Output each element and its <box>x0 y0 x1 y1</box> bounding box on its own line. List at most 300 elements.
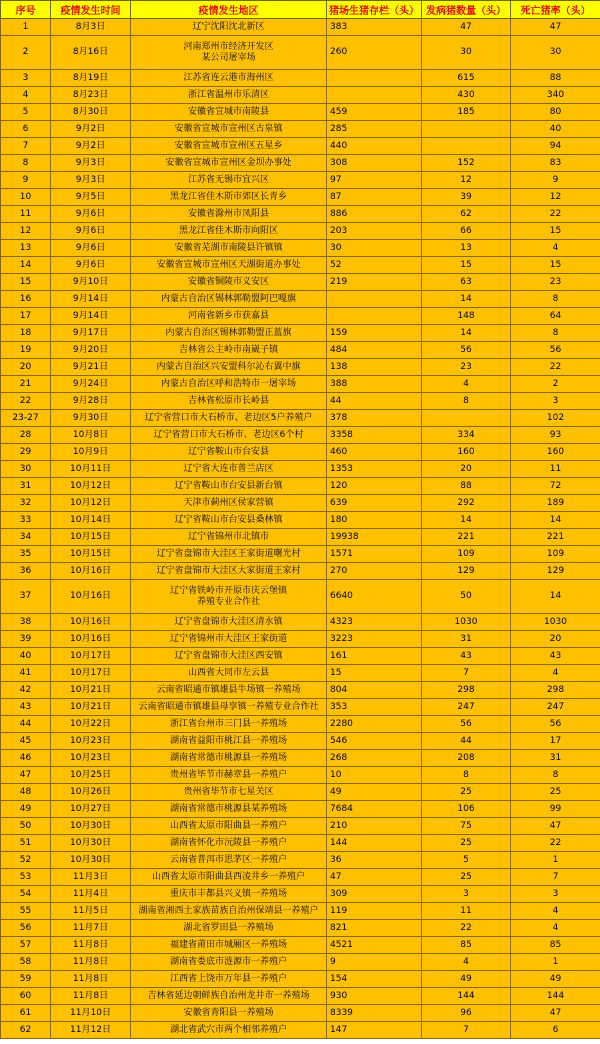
cell-sick: 292 <box>422 495 511 512</box>
table-row <box>1 750 600 767</box>
cell-no: 14 <box>1 257 51 274</box>
cell-no: 61 <box>1 1005 51 1022</box>
cell-area: 山西省太原市阳曲县西凌井乡一养殖户 <box>131 869 327 886</box>
cell-dead: 9 <box>511 172 600 189</box>
cell-stock: 138 <box>327 359 422 376</box>
cell-area: 江西省上饶市万年县一养殖户 <box>131 971 327 988</box>
table-row <box>1 869 600 886</box>
table-row <box>1 801 600 818</box>
header-area: 疫情发生地区 <box>131 1 327 19</box>
cell-sick: 12 <box>422 172 511 189</box>
cell-no: 7 <box>1 138 51 155</box>
header-stock: 猪场生猪存栏（头） <box>327 1 422 19</box>
cell-date: 9月21日 <box>51 359 131 376</box>
table-row <box>1 70 600 87</box>
header-row <box>1 1 600 19</box>
cell-sick: 148 <box>422 308 511 325</box>
cell-sick: 13 <box>422 240 511 257</box>
cell-no: 20 <box>1 359 51 376</box>
cell-sick: 4 <box>422 954 511 971</box>
cell-dead: 14 <box>511 512 600 529</box>
cell-date: 10月30日 <box>51 818 131 835</box>
cell-sick <box>422 138 511 155</box>
cell-date: 8月16日 <box>51 36 131 70</box>
cell-date: 9月14日 <box>51 291 131 308</box>
cell-area: 辽宁省铁岭市开原市庆云堡镇 养殖专业合作社 <box>131 580 327 614</box>
cell-date: 10月16日 <box>51 563 131 580</box>
cell-date: 11月4日 <box>51 886 131 903</box>
cell-stock: 4323 <box>327 614 422 631</box>
cell-stock: 930 <box>327 988 422 1005</box>
cell-date: 10月23日 <box>51 733 131 750</box>
cell-date: 9月6日 <box>51 257 131 274</box>
cell-sick: 66 <box>422 223 511 240</box>
cell-dead: 94 <box>511 138 600 155</box>
header-dead: 死亡猪率（头） <box>511 1 600 19</box>
cell-stock: 285 <box>327 121 422 138</box>
cell-no: 17 <box>1 308 51 325</box>
cell-dead: 47 <box>511 1005 600 1022</box>
cell-stock: 2280 <box>327 716 422 733</box>
cell-sick: 39 <box>422 189 511 206</box>
table-row <box>1 818 600 835</box>
cell-area: 山西省大同市左云县 <box>131 665 327 682</box>
cell-sick: 49 <box>422 971 511 988</box>
table-row <box>1 19 600 36</box>
cell-dead: 15 <box>511 257 600 274</box>
cell-stock: 1571 <box>327 546 422 563</box>
table-row <box>1 325 600 342</box>
table-row <box>1 937 600 954</box>
cell-area: 安徽省宣城市宣州区天湖街道办事处 <box>131 257 327 274</box>
cell-area: 内蒙古自治区锡林郭勒盟正蓝旗 <box>131 325 327 342</box>
cell-dead: 340 <box>511 87 600 104</box>
cell-dead: 1 <box>511 954 600 971</box>
cell-stock: 459 <box>327 104 422 121</box>
cell-dead: 2 <box>511 376 600 393</box>
cell-dead: 47 <box>511 19 600 36</box>
cell-no: 38 <box>1 614 51 631</box>
table-row <box>1 342 600 359</box>
cell-no: 16 <box>1 291 51 308</box>
cell-no: 34 <box>1 529 51 546</box>
table-row <box>1 1005 600 1022</box>
cell-date: 11月7日 <box>51 920 131 937</box>
cell-sick: 615 <box>422 70 511 87</box>
cell-date: 9月20日 <box>51 342 131 359</box>
cell-date: 9月14日 <box>51 308 131 325</box>
table-row <box>1 189 600 206</box>
cell-dead: 8 <box>511 325 600 342</box>
table-row <box>1 614 600 631</box>
cell-sick: 50 <box>422 580 511 614</box>
cell-no: 3 <box>1 70 51 87</box>
cell-stock: 30 <box>327 240 422 257</box>
cell-stock: 49 <box>327 784 422 801</box>
cell-no: 9 <box>1 172 51 189</box>
cell-no: 12 <box>1 223 51 240</box>
table-row <box>1 580 600 614</box>
table-row <box>1 784 600 801</box>
cell-no: 13 <box>1 240 51 257</box>
cell-area: 辽宁省盘锦市大洼区清水镇 <box>131 614 327 631</box>
table-row <box>1 121 600 138</box>
cell-date: 10月26日 <box>51 784 131 801</box>
cell-dead: 4 <box>511 920 600 937</box>
cell-dead: 12 <box>511 189 600 206</box>
cell-dead: 64 <box>511 308 600 325</box>
cell-dead: 15 <box>511 223 600 240</box>
cell-sick: 5 <box>422 852 511 869</box>
cell-area: 天津市蓟州区侯家营镇 <box>131 495 327 512</box>
cell-sick: 23 <box>422 359 511 376</box>
cell-date: 9月10日 <box>51 274 131 291</box>
cell-sick: 88 <box>422 478 511 495</box>
cell-stock: 19938 <box>327 529 422 546</box>
cell-date: 9月3日 <box>51 172 131 189</box>
table-row <box>1 563 600 580</box>
cell-dead: 14 <box>511 580 600 614</box>
cell-date: 11月3日 <box>51 869 131 886</box>
cell-stock: 804 <box>327 682 422 699</box>
cell-sick: 221 <box>422 529 511 546</box>
cell-date: 10月22日 <box>51 716 131 733</box>
cell-stock: 120 <box>327 478 422 495</box>
cell-area: 河南省新乡市获嘉县 <box>131 308 327 325</box>
cell-dead: 56 <box>511 342 600 359</box>
cell-area: 黑龙江省佳木斯市向阳区 <box>131 223 327 240</box>
cell-dead: 47 <box>511 818 600 835</box>
cell-date: 11月8日 <box>51 971 131 988</box>
cell-dead: 1 <box>511 852 600 869</box>
cell-dead: 8 <box>511 767 600 784</box>
cell-no: 49 <box>1 801 51 818</box>
cell-dead: 93 <box>511 427 600 444</box>
cell-dead: 31 <box>511 750 600 767</box>
cell-area: 湖南省常德市桃源县某养殖场 <box>131 801 327 818</box>
cell-sick: 3 <box>422 886 511 903</box>
cell-area: 浙江省温州市乐清区 <box>131 87 327 104</box>
cell-no: 40 <box>1 648 51 665</box>
cell-no: 5 <box>1 104 51 121</box>
cell-stock: 309 <box>327 886 422 903</box>
cell-stock: 180 <box>327 512 422 529</box>
table-row <box>1 835 600 852</box>
cell-date: 9月2日 <box>51 121 131 138</box>
cell-date: 10月17日 <box>51 648 131 665</box>
cell-no: 23-27 <box>1 410 51 427</box>
table-row <box>1 648 600 665</box>
cell-date: 8月19日 <box>51 70 131 87</box>
cell-dead: 129 <box>511 563 600 580</box>
cell-sick: 14 <box>422 291 511 308</box>
cell-sick: 22 <box>422 920 511 937</box>
cell-area: 安徽省宣城市宣州区古泉镇 <box>131 121 327 138</box>
cell-no: 45 <box>1 733 51 750</box>
table-row <box>1 87 600 104</box>
cell-date: 9月24日 <box>51 376 131 393</box>
table-row <box>1 257 600 274</box>
cell-no: 51 <box>1 835 51 852</box>
cell-area: 吉林省延边朝鲜族自治州龙井市一养殖场 <box>131 988 327 1005</box>
cell-dead: 144 <box>511 988 600 1005</box>
cell-stock: 119 <box>327 903 422 920</box>
cell-dead: 25 <box>511 784 600 801</box>
table-row <box>1 410 600 427</box>
table-row <box>1 206 600 223</box>
cell-date: 9月28日 <box>51 393 131 410</box>
cell-area: 辽宁省盘锦市大洼区西安镇 <box>131 648 327 665</box>
cell-area: 云南省昭通市镇雄县牛场镇一养殖场 <box>131 682 327 699</box>
table-row <box>1 291 600 308</box>
cell-area: 湖南省常德市桃源县一养殖场 <box>131 750 327 767</box>
cell-date: 10月9日 <box>51 444 131 461</box>
cell-area: 湖北省罗田县一养殖场 <box>131 920 327 937</box>
cell-no: 10 <box>1 189 51 206</box>
cell-stock: 484 <box>327 342 422 359</box>
cell-no: 48 <box>1 784 51 801</box>
cell-stock <box>327 70 422 87</box>
cell-date: 10月8日 <box>51 427 131 444</box>
cell-sick: 62 <box>422 206 511 223</box>
cell-area: 辽宁沈阳沈北新区 <box>131 19 327 36</box>
cell-area: 湖北省武穴市两个相邻养殖户 <box>131 1022 327 1039</box>
cell-area: 湖南省怀化市沅陵县一养殖户 <box>131 835 327 852</box>
cell-date: 10月15日 <box>51 546 131 563</box>
cell-sick: 430 <box>422 87 511 104</box>
cell-area: 内蒙古自治区锡林郭勒盟阿巴嘎旗 <box>131 291 327 308</box>
cell-no: 31 <box>1 478 51 495</box>
cell-date: 10月30日 <box>51 835 131 852</box>
cell-stock: 47 <box>327 869 422 886</box>
cell-date: 11月8日 <box>51 937 131 954</box>
cell-area: 辽宁省大连市普兰店区 <box>131 461 327 478</box>
cell-sick: 15 <box>422 257 511 274</box>
cell-no: 44 <box>1 716 51 733</box>
table-row <box>1 767 600 784</box>
cell-area: 河南郑州市经济开发区 某公司屠宰场 <box>131 36 327 70</box>
cell-sick: 25 <box>422 869 511 886</box>
cell-date: 10月30日 <box>51 852 131 869</box>
cell-area: 内蒙古自治区呼和浩特市一屠宰场 <box>131 376 327 393</box>
table-row <box>1 444 600 461</box>
table-row <box>1 359 600 376</box>
cell-stock: 383 <box>327 19 422 36</box>
cell-no: 46 <box>1 750 51 767</box>
cell-no: 33 <box>1 512 51 529</box>
cell-no: 19 <box>1 342 51 359</box>
cell-no: 29 <box>1 444 51 461</box>
cell-area: 吉林省松原市长岭县 <box>131 393 327 410</box>
cell-no: 15 <box>1 274 51 291</box>
cell-sick: 31 <box>422 631 511 648</box>
cell-area: 辽宁省盘锦市大洼区王家街道曙光村 <box>131 546 327 563</box>
cell-date: 9月2日 <box>51 138 131 155</box>
cell-sick: 106 <box>422 801 511 818</box>
cell-area: 辽宁省营口市大石桥市、老边区6个村 <box>131 427 327 444</box>
cell-area: 安徽省滁州市凤阳县 <box>131 206 327 223</box>
cell-stock: 52 <box>327 257 422 274</box>
cell-stock: 546 <box>327 733 422 750</box>
cell-sick <box>422 410 511 427</box>
cell-stock: 378 <box>327 410 422 427</box>
cell-stock: 268 <box>327 750 422 767</box>
cell-area: 安徽省青阳县一养殖场 <box>131 1005 327 1022</box>
cell-date: 10月21日 <box>51 699 131 716</box>
cell-dead: 6 <box>511 1022 600 1039</box>
cell-no: 22 <box>1 393 51 410</box>
cell-stock <box>327 291 422 308</box>
cell-sick: 14 <box>422 325 511 342</box>
cell-dead: 56 <box>511 716 600 733</box>
header-date: 疫情发生时间 <box>51 1 131 19</box>
table-row <box>1 920 600 937</box>
table-row <box>1 733 600 750</box>
cell-date: 9月6日 <box>51 206 131 223</box>
cell-stock: 210 <box>327 818 422 835</box>
cell-stock: 260 <box>327 36 422 70</box>
cell-date: 10月23日 <box>51 750 131 767</box>
cell-date: 10月27日 <box>51 801 131 818</box>
cell-dead: 4 <box>511 903 600 920</box>
table-row <box>1 716 600 733</box>
cell-dead: 43 <box>511 648 600 665</box>
table-row <box>1 138 600 155</box>
cell-no: 53 <box>1 869 51 886</box>
cell-stock <box>327 87 422 104</box>
cell-date: 8月23日 <box>51 87 131 104</box>
cell-stock: 353 <box>327 699 422 716</box>
cell-stock: 440 <box>327 138 422 155</box>
cell-date: 8月3日 <box>51 19 131 36</box>
cell-date: 9月5日 <box>51 189 131 206</box>
cell-dead: 247 <box>511 699 600 716</box>
cell-stock: 4521 <box>327 937 422 954</box>
cell-stock: 147 <box>327 1022 422 1039</box>
table-row <box>1 988 600 1005</box>
cell-dead: 20 <box>511 631 600 648</box>
header-no: 序号 <box>1 1 51 19</box>
table-row <box>1 240 600 257</box>
cell-no: 39 <box>1 631 51 648</box>
cell-dead: 7 <box>511 869 600 886</box>
cell-no: 42 <box>1 682 51 699</box>
table-row <box>1 682 600 699</box>
cell-sick: 25 <box>422 835 511 852</box>
table-row <box>1 223 600 240</box>
cell-date: 10月14日 <box>51 512 131 529</box>
cell-area: 辽宁省锦州市北镇市 <box>131 529 327 546</box>
cell-stock: 8339 <box>327 1005 422 1022</box>
cell-sick: 43 <box>422 648 511 665</box>
cell-no: 60 <box>1 988 51 1005</box>
cell-dead: 49 <box>511 971 600 988</box>
table-body <box>1 19 600 1039</box>
table-row <box>1 376 600 393</box>
cell-sick: 8 <box>422 393 511 410</box>
cell-date: 9月6日 <box>51 223 131 240</box>
cell-sick: 160 <box>422 444 511 461</box>
cell-no: 58 <box>1 954 51 971</box>
table-row <box>1 393 600 410</box>
table-row <box>1 529 600 546</box>
cell-sick: 75 <box>422 818 511 835</box>
table-row <box>1 512 600 529</box>
cell-date: 10月12日 <box>51 495 131 512</box>
cell-area: 黑龙江省佳木斯市郊区长青乡 <box>131 189 327 206</box>
cell-area: 内蒙古自治区兴安盟科尔沁右翼中旗 <box>131 359 327 376</box>
cell-stock: 270 <box>327 563 422 580</box>
cell-no: 43 <box>1 699 51 716</box>
cell-stock: 144 <box>327 835 422 852</box>
cell-dead: 22 <box>511 206 600 223</box>
cell-no: 56 <box>1 920 51 937</box>
cell-sick: 185 <box>422 104 511 121</box>
cell-sick: 30 <box>422 36 511 70</box>
cell-sick: 85 <box>422 937 511 954</box>
table-row <box>1 546 600 563</box>
cell-sick: 152 <box>422 155 511 172</box>
cell-no: 30 <box>1 461 51 478</box>
cell-date: 10月17日 <box>51 665 131 682</box>
table-row <box>1 308 600 325</box>
cell-no: 1 <box>1 19 51 36</box>
cell-no: 6 <box>1 121 51 138</box>
cell-no: 59 <box>1 971 51 988</box>
table-row <box>1 699 600 716</box>
cell-sick: 63 <box>422 274 511 291</box>
cell-date: 11月12日 <box>51 1022 131 1039</box>
cell-stock: 821 <box>327 920 422 937</box>
cell-no: 11 <box>1 206 51 223</box>
cell-date: 10月11日 <box>51 461 131 478</box>
cell-date: 10月16日 <box>51 631 131 648</box>
cell-no: 32 <box>1 495 51 512</box>
cell-date: 8月30日 <box>51 104 131 121</box>
cell-dead: 22 <box>511 359 600 376</box>
cell-area: 贵州省毕节市赫章县一养殖户 <box>131 767 327 784</box>
cell-stock: 388 <box>327 376 422 393</box>
cell-dead: 102 <box>511 410 600 427</box>
cell-dead: 22 <box>511 835 600 852</box>
cell-stock: 886 <box>327 206 422 223</box>
cell-date: 10月21日 <box>51 682 131 699</box>
cell-no: 54 <box>1 886 51 903</box>
cell-dead: 1030 <box>511 614 600 631</box>
cell-area: 贵州省毕节市七星关区 <box>131 784 327 801</box>
cell-dead: 4 <box>511 240 600 257</box>
cell-no: 52 <box>1 852 51 869</box>
cell-no: 35 <box>1 546 51 563</box>
cell-area: 辽宁省锦州市大洼区王家街道 <box>131 631 327 648</box>
cell-sick: 208 <box>422 750 511 767</box>
cell-date: 10月15日 <box>51 529 131 546</box>
cell-stock: 44 <box>327 393 422 410</box>
table-row <box>1 478 600 495</box>
cell-no: 41 <box>1 665 51 682</box>
cell-dead: 3 <box>511 886 600 903</box>
cell-area: 江苏省无锡市宜兴区 <box>131 172 327 189</box>
cell-date: 11月8日 <box>51 988 131 1005</box>
cell-area: 安徽省宣城市南陵县 <box>131 104 327 121</box>
cell-sick: 20 <box>422 461 511 478</box>
cell-dead: 160 <box>511 444 600 461</box>
cell-area: 安徽省芜湖市南陵县许镇镇 <box>131 240 327 257</box>
cell-sick: 334 <box>422 427 511 444</box>
cell-dead: 99 <box>511 801 600 818</box>
cell-sick <box>422 121 511 138</box>
cell-dead: 17 <box>511 733 600 750</box>
